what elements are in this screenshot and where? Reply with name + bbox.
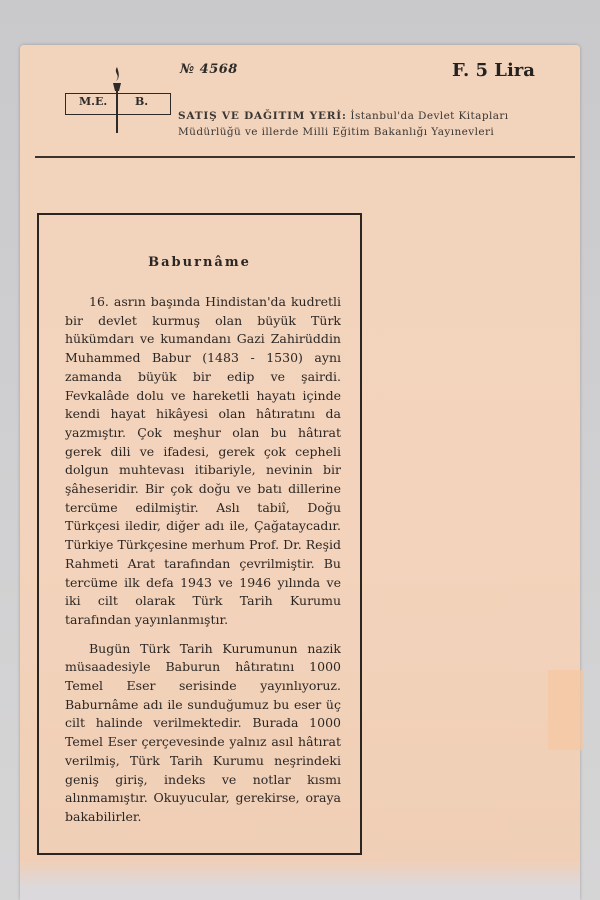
catalog-number: № 4568 xyxy=(180,62,238,77)
logo-text-right: B. xyxy=(135,95,149,108)
distribution-label: SATIŞ VE DAĞITIM YERİ: xyxy=(178,110,347,122)
blurb-paragraph-1: 16. asrın başında Hindistan'da kudretli bir devlet kurmuş olan büyük Türk hükümdarı ve kumandanı Gazi Zahirüddin Muhammed Babur (1483 - 1530) aynı zamanda büyük bir edip ve şairdi. Fevkalâde dolu ve hareketli hayatı içinde kendi hayat hikâyesi olan hâtıratını da yazmıştır. Çok meşhur olan bu hâtırat gerek dili ve ifadesi, gerek çok cepheli dolgun muhtevası itibariyle, nevinin bir şâheseridir. Bir çok doğu ve batı dillerine tercüme edilmiştir. Aslı tabiî, Doğu Türkçesi iledir, diğer adı ile, Çağataycadır. Türkiye Türkçesine merhum Prof. Dr. Reşid Rahmeti Arat tarafından çevrilmiştir. Bu tercüme ilk defa 1943 ve 1946 yılında ve iki cilt olarak Türk Tarih Kurumu tarafından yayınlanmıştır. xyxy=(65,294,341,627)
book-title: Baburnâme xyxy=(148,255,251,270)
blurb-paragraph-2: Bugün Türk Tarih Kurumunun nazik müsaadesiyle Baburun hâtıratını 1000 Temel Eser serisinde yayınlıyoruz. Baburnâme adı ile sunduğumuz bu eser üç cilt halinde verilmektedir. Burada 1000 Temel Eser çerçevesinde yalnız asıl hâtırat verilmiş, Türk Tarih Kurumu neşrindeki geniş giriş, indeks ve notlar kısmı alınmamıştır. Okuyucular, gerekirse, oraya bakabilirler. xyxy=(65,640,341,824)
distribution-info xyxy=(178,108,568,140)
blurb-body xyxy=(65,293,341,827)
meb-logo xyxy=(65,65,171,135)
blurb-frame xyxy=(37,213,362,855)
price-label: F. 5 Lira xyxy=(452,60,535,81)
worn-bottom-edge xyxy=(20,860,580,900)
distribution-text: İstanbul'da Devlet Kitapları Müdürlüğü ve illerde Milli Eğitim Bakanlığı Yayınevleri xyxy=(178,110,509,138)
logo-text-left: M.E. xyxy=(79,95,108,108)
paper-stain xyxy=(548,670,584,750)
torch-icon xyxy=(107,65,127,135)
